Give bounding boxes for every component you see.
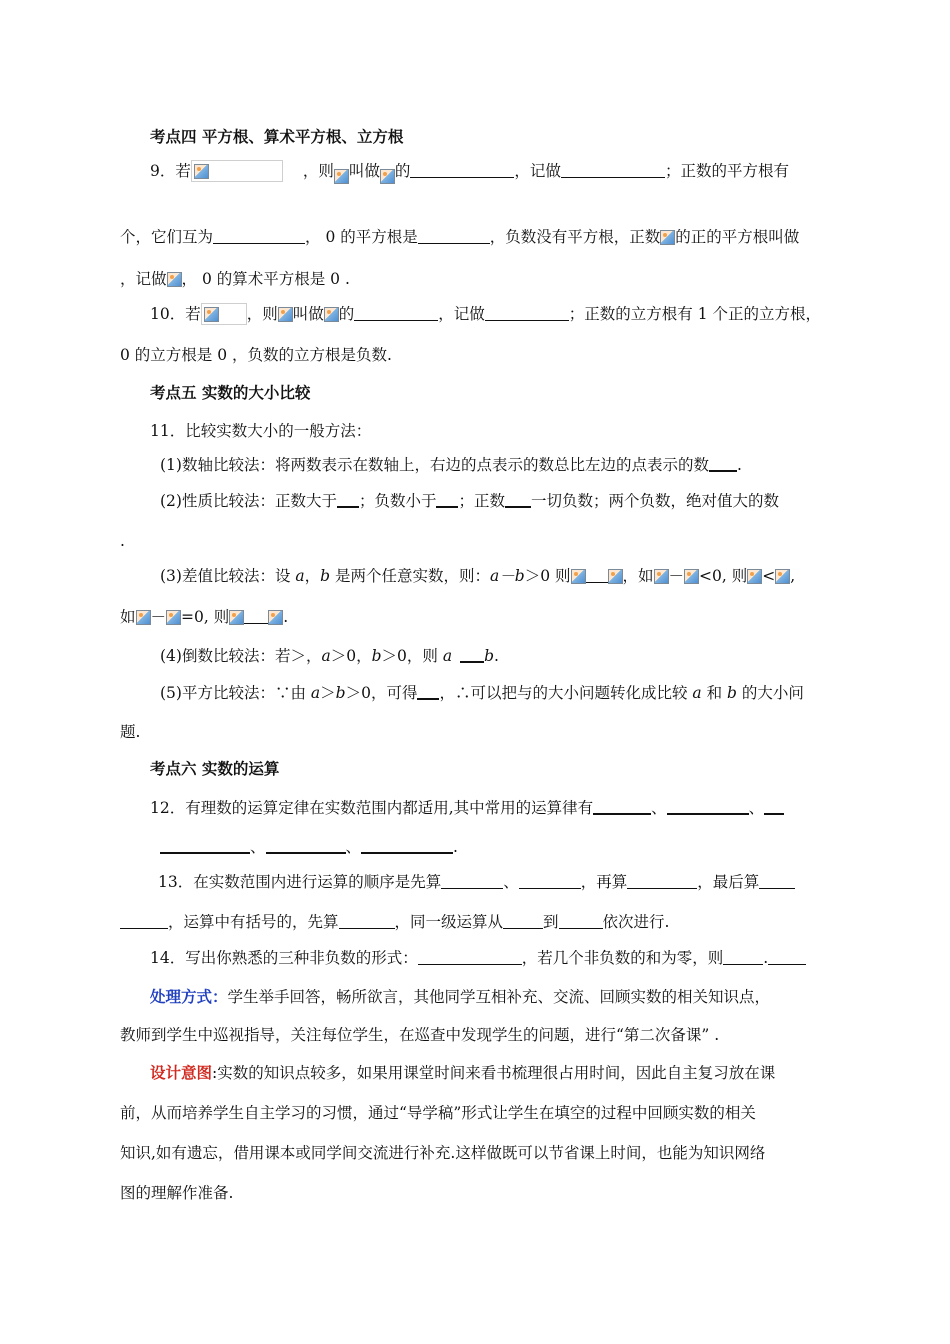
q14-text: ，若几个非负数的和为零，则 bbox=[521, 949, 724, 967]
q9-text: ；正数的平方根有 bbox=[664, 162, 789, 180]
q11-text: , bbox=[790, 567, 796, 585]
answer-blank[interactable] bbox=[627, 873, 697, 889]
q9-line-2 bbox=[120, 226, 799, 248]
answer-blank[interactable] bbox=[354, 305, 438, 321]
broken-image-icon bbox=[775, 569, 790, 584]
q11-method-2-end: . bbox=[120, 532, 125, 550]
q11-text: ＞0，则 bbox=[381, 647, 443, 665]
q11-text: 的大小问 bbox=[736, 684, 804, 702]
answer-blank[interactable] bbox=[505, 491, 531, 508]
q11-method-4 bbox=[160, 645, 499, 667]
broken-image-icon bbox=[166, 610, 181, 625]
answer-blank[interactable] bbox=[418, 949, 522, 965]
q13-text: ，最后算 bbox=[697, 873, 760, 891]
broken-image-icon bbox=[136, 610, 151, 625]
q11-method-1 bbox=[160, 454, 742, 476]
answer-blank[interactable] bbox=[460, 646, 484, 663]
q11-text: ＞0 则 bbox=[524, 567, 571, 585]
variable-a: a bbox=[692, 684, 702, 702]
broken-image-icon bbox=[324, 307, 339, 322]
q10-text: ，记做 bbox=[438, 305, 485, 323]
intent-line-3: 知识,如有遗忘，借用课本或同学间交流进行补充.这样做既可以节省课上时间，也能为知识网络 bbox=[120, 1144, 766, 1162]
q14-text: . bbox=[763, 949, 769, 967]
q9-text: 的 bbox=[394, 162, 411, 180]
variable-b: b bbox=[727, 684, 737, 702]
broken-image-icon bbox=[654, 569, 669, 584]
answer-blank[interactable] bbox=[441, 873, 503, 889]
intent-text: :实数的知识点较多，如果用课堂时间来看书梳理很占用时间，因此自主复习放在课 bbox=[212, 1064, 776, 1082]
q10-text: ；正数的立方根有 1 个正的立方根， bbox=[568, 305, 822, 323]
answer-blank[interactable] bbox=[160, 837, 250, 854]
answer-blank[interactable] bbox=[361, 837, 453, 854]
q11-method-5 bbox=[160, 682, 804, 704]
q9-line-3 bbox=[120, 268, 350, 290]
q11-text: < bbox=[762, 567, 776, 585]
answer-blank[interactable] bbox=[120, 913, 168, 929]
q11-text: ＞0，可得 bbox=[345, 684, 418, 702]
q13-text: 、 bbox=[503, 873, 519, 891]
q11-method-5-end: 题. bbox=[120, 723, 141, 741]
q11-text: 如 bbox=[120, 608, 136, 626]
variable-a: a bbox=[442, 647, 453, 665]
q11-text: . bbox=[736, 456, 742, 474]
q11-text: (3)差值比较法：设 bbox=[160, 567, 296, 585]
q12-text: 、 bbox=[651, 799, 667, 817]
q11-text: － bbox=[150, 608, 167, 626]
section-6-heading: 考点六 实数的运算 bbox=[150, 760, 280, 778]
q11-text: ， bbox=[304, 567, 321, 585]
q11-text: . bbox=[494, 647, 499, 665]
q12-text: 、 bbox=[748, 799, 765, 817]
broken-image-icon bbox=[194, 164, 209, 179]
answer-blank[interactable] bbox=[436, 491, 458, 508]
q9-text: 9．若 bbox=[150, 162, 191, 180]
q11-text: (4)倒数比较法：若＞， bbox=[160, 647, 322, 665]
q11-text: － bbox=[668, 567, 685, 585]
q11-text: ＞ bbox=[320, 684, 336, 702]
q9-text: ，负数没有平方根，正数 bbox=[489, 228, 661, 246]
answer-blank[interactable] bbox=[339, 913, 395, 929]
q10-text: 叫做 bbox=[292, 305, 324, 323]
broken-image-icon bbox=[204, 307, 219, 322]
intent-line-1 bbox=[150, 1062, 775, 1084]
answer-blank[interactable] bbox=[417, 683, 439, 700]
q12-text: . bbox=[453, 838, 458, 856]
q11-text: ，∴可以把与的大小问题转化成比较 bbox=[439, 684, 693, 702]
answer-blank[interactable] bbox=[667, 798, 749, 815]
answer-blank[interactable] bbox=[244, 608, 268, 624]
q9-text: ，记做 bbox=[120, 270, 167, 288]
q11-method-2 bbox=[160, 490, 779, 512]
answer-blank[interactable] bbox=[410, 162, 514, 178]
q10-line-1 bbox=[150, 303, 821, 325]
q11-text: =0, 则 bbox=[181, 608, 230, 626]
q12-line-2 bbox=[160, 836, 458, 858]
answer-blank[interactable] bbox=[418, 228, 490, 244]
q13-text: ，再算 bbox=[580, 873, 628, 891]
broken-image-icon bbox=[660, 230, 675, 245]
q12-text: 、 bbox=[345, 838, 362, 856]
q11-text: . bbox=[283, 608, 289, 626]
q11-text: ；负数小于 bbox=[358, 492, 437, 510]
answer-blank[interactable] bbox=[503, 913, 543, 929]
q13-line-2 bbox=[120, 911, 669, 933]
q10-line-2: 0 的立方根是 0 ，负数的立方根是负数. bbox=[120, 346, 392, 364]
q10-text: ，则 bbox=[246, 305, 278, 323]
intent-line-2: 前，从而培养学生自主学习的习惯，通过“导学稿”形式让学生在填空的过程中回顾实数的相关 bbox=[120, 1104, 756, 1122]
variable-b: b bbox=[320, 567, 331, 585]
q11-title: 11．比较实数大小的一般方法： bbox=[150, 422, 372, 440]
q11-text: <0, 则 bbox=[699, 567, 748, 585]
answer-blank[interactable] bbox=[759, 873, 795, 889]
q9-text: ，记做 bbox=[514, 162, 561, 180]
q9-text: 叫做 bbox=[348, 162, 380, 180]
q11-method-3-cont bbox=[120, 606, 288, 628]
q13-line-1 bbox=[158, 871, 795, 893]
answer-blank[interactable] bbox=[337, 491, 359, 508]
q11-text: (1)数轴比较法：将两数表示在数轴上，右边的点表示的数总比左边的点表示的数 bbox=[160, 456, 709, 474]
q11-text: 是两个任意实数，则： bbox=[330, 567, 491, 585]
broken-image-icon bbox=[229, 610, 244, 625]
answer-blank[interactable] bbox=[485, 305, 569, 321]
answer-blank[interactable] bbox=[266, 837, 346, 854]
variable-a: a bbox=[295, 567, 305, 585]
method-label: 处理方式： bbox=[150, 988, 228, 1006]
variable-b: b bbox=[371, 647, 382, 665]
broken-image-icon bbox=[571, 569, 586, 584]
answer-blank[interactable] bbox=[519, 873, 581, 889]
q10-text: 的 bbox=[338, 305, 355, 323]
q12-line-1 bbox=[150, 797, 784, 819]
q13-text: ，同一级运算从 bbox=[394, 913, 504, 931]
q11-text: (5)平方比较法：∵由 bbox=[160, 684, 311, 702]
method-line-2: 教师到学生中巡视指导，关注每位学生，在巡查中发现学生的问题，进行“第二次备课” . bbox=[120, 1026, 720, 1044]
q14-line bbox=[150, 947, 806, 969]
q11-text: ，如 bbox=[622, 567, 654, 585]
intent-label: 设计意图 bbox=[150, 1064, 213, 1082]
broken-image-icon bbox=[268, 610, 283, 625]
q9-text: ， 0 的平方根是 bbox=[305, 228, 418, 246]
answer-blank[interactable] bbox=[764, 798, 784, 815]
broken-image-icon bbox=[380, 169, 395, 184]
answer-blank[interactable] bbox=[586, 567, 608, 583]
answer-blank[interactable] bbox=[723, 949, 763, 965]
q13-text: 到 bbox=[543, 913, 559, 931]
broken-image-icon bbox=[334, 169, 349, 184]
q13-text: 依次进行. bbox=[602, 913, 670, 931]
q12-text: 、 bbox=[250, 838, 266, 856]
answer-blank[interactable] bbox=[768, 949, 806, 965]
q11-text: (2)性质比较法：正数大于 bbox=[160, 492, 337, 510]
q11-text: 和 bbox=[701, 684, 728, 702]
broken-image-icon bbox=[167, 272, 182, 287]
q9-text: ， 0 的算术平方根是 0 . bbox=[181, 270, 350, 288]
answer-blank[interactable] bbox=[593, 798, 651, 815]
q11-text: 一切负数；两个负数，绝对值大的数 bbox=[531, 492, 780, 510]
q11-text: ＞0， bbox=[330, 647, 372, 665]
q11-method-3 bbox=[160, 565, 795, 587]
broken-image-icon bbox=[608, 569, 623, 584]
q13-text: ，运算中有括号的，先算 bbox=[168, 913, 339, 931]
q9-text: 的正的平方根叫做 bbox=[675, 228, 800, 246]
answer-blank[interactable] bbox=[213, 228, 305, 244]
broken-image-icon bbox=[747, 569, 762, 584]
variable-a: a bbox=[310, 684, 321, 702]
variable-b: b bbox=[335, 684, 346, 702]
answer-blank[interactable] bbox=[561, 162, 665, 178]
broken-image-icon bbox=[278, 307, 293, 322]
variable-b: b bbox=[484, 647, 495, 665]
q12-text: 12．有理数的运算定律在实数范围内都适用,其中常用的运算律有 bbox=[150, 799, 594, 817]
method-line-1 bbox=[150, 986, 770, 1008]
formula-box bbox=[201, 303, 247, 325]
q11-text: ；正数 bbox=[458, 492, 505, 510]
broken-image-icon bbox=[684, 569, 699, 584]
method-text: 学生举手回答，畅所欲言，其他同学互相补充、交流、回顾实数的相关知识点， bbox=[227, 988, 771, 1006]
q9-text: ，则 bbox=[302, 162, 334, 180]
expression: a－b bbox=[490, 567, 525, 585]
answer-blank[interactable] bbox=[709, 455, 737, 472]
answer-blank[interactable] bbox=[559, 913, 603, 929]
section-5-heading: 考点五 实数的大小比较 bbox=[150, 384, 311, 402]
intent-line-4: 图的理解作准备. bbox=[120, 1184, 234, 1202]
q13-text: 13．在实数范围内进行运算的顺序是先算 bbox=[158, 873, 442, 891]
q9-text: 个，它们互为 bbox=[120, 228, 214, 246]
q9-line-1 bbox=[150, 160, 789, 184]
q14-text: 14．写出你熟悉的三种非负数的形式： bbox=[150, 949, 418, 967]
section-4-heading: 考点四 平方根、算术平方根、立方根 bbox=[150, 128, 404, 146]
formula-box bbox=[191, 160, 283, 182]
variable-a: a bbox=[321, 647, 331, 665]
q10-text: 10．若 bbox=[150, 305, 201, 323]
